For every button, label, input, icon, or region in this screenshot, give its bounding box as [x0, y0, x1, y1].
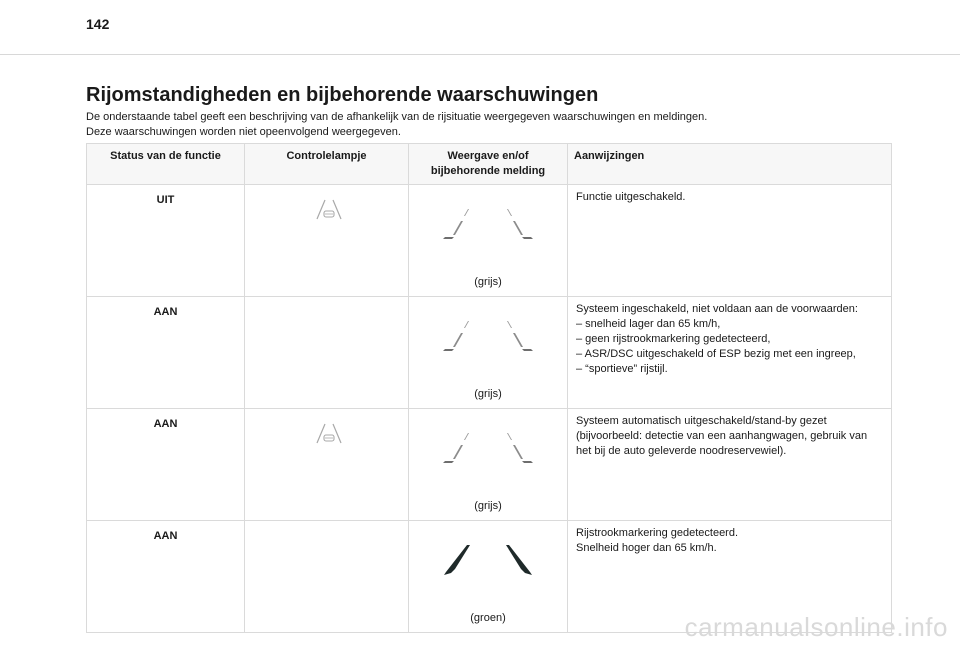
- notes-cell: [568, 409, 892, 521]
- notes-line: Functie uitgeschakeld.: [576, 191, 686, 203]
- notes-line: – ASR/DSC uitgeschakeld of ESP bezig met een ingreep,: [576, 348, 856, 360]
- intro-text: [86, 110, 886, 140]
- notes-line: het bij de auto geleverde noodreservewiel).: [576, 445, 787, 457]
- notes-line: – snelheid lager dan 65 km/h,: [576, 318, 721, 330]
- lane-lines-detected-icon: [441, 545, 535, 575]
- notes-line: Snelheid hoger dan 65 km/h.: [576, 542, 717, 554]
- intro-line: Deze waarschuwingen worden niet opeenvolgend weergegeven.: [86, 126, 401, 138]
- status-cell: AAN: [87, 409, 245, 521]
- status-cell: UIT: [87, 185, 245, 297]
- table-header-row: [87, 144, 892, 185]
- lane-lines-grey-icon: [441, 321, 535, 351]
- header-lamp: Controlelampje: [245, 144, 409, 185]
- display-cell: [409, 521, 568, 633]
- section-title: Rijomstandigheden en bijbehorende waarschuwingen: [86, 84, 599, 106]
- notes-line: Rijstrookmarkering gedetecteerd.: [576, 527, 739, 539]
- table-row: [87, 409, 892, 521]
- display-color-label: (grijs): [474, 388, 502, 400]
- lane-departure-warning-lamp-icon: [315, 423, 343, 445]
- lamp-cell: [245, 409, 409, 521]
- header-display-line: Weergave en/of: [447, 150, 529, 162]
- notes-line: – geen rijstrookmarkering gedetecteerd,: [576, 333, 771, 345]
- page-number: 142: [86, 16, 110, 32]
- status-cell: AAN: [87, 297, 245, 409]
- display-color-label: (grijs): [474, 500, 502, 512]
- lane-lines-grey-icon: [441, 433, 535, 463]
- lamp-cell: [245, 521, 409, 633]
- intro-line: De onderstaande tabel geeft een beschrijving van de afhankelijk van de rijsituatie weergegeven waarschuwingen en meldingen.: [86, 111, 708, 123]
- lane-departure-warning-lamp-icon: [315, 199, 343, 221]
- notes-cell: [568, 297, 892, 409]
- header-notes: Aanwijzingen: [568, 144, 892, 185]
- display-cell: [409, 185, 568, 297]
- notes-line: – “sportieve” rijstijl.: [576, 363, 668, 375]
- display-color-label: (grijs): [474, 276, 502, 288]
- table-row: [87, 185, 892, 297]
- display-color-label: (groen): [470, 612, 506, 624]
- header-status: Status van de functie: [87, 144, 245, 185]
- notes-line: Systeem ingeschakeld, niet voldaan aan de voorwaarden:: [576, 303, 858, 315]
- watermark: carmanualsonline.info: [684, 612, 948, 642]
- table-row: [87, 297, 892, 409]
- header-display: [409, 144, 568, 185]
- lamp-cell: [245, 297, 409, 409]
- display-cell: [409, 409, 568, 521]
- notes-line: Systeem automatisch uitgeschakeld/stand-by gezet: [576, 415, 827, 427]
- status-cell: AAN: [87, 521, 245, 633]
- notes-cell: [568, 185, 892, 297]
- header-display-line: bijbehorende melding: [430, 165, 546, 177]
- notes-line: (bijvoorbeeld: detectie van een aanhangwagen, gebruik van: [576, 430, 868, 442]
- lane-lines-grey-icon: [441, 209, 535, 239]
- header-divider: [0, 54, 960, 55]
- display-cell: [409, 297, 568, 409]
- lamp-cell: [245, 185, 409, 297]
- warnings-table: [86, 143, 892, 633]
